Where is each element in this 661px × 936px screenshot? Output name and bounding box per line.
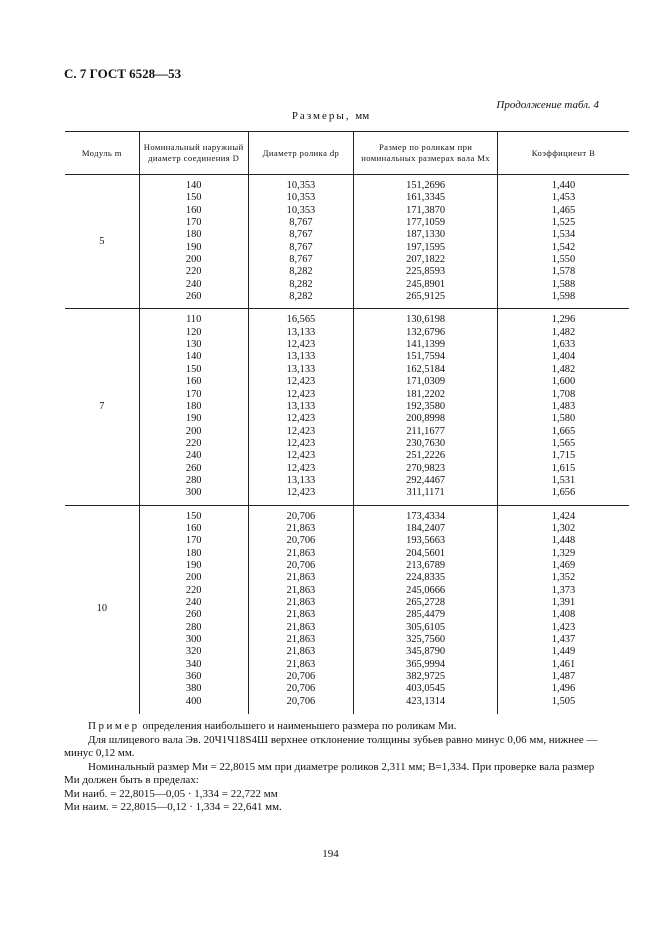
cell-roller-diameter: 13,133 bbox=[286, 326, 316, 338]
cell-coefficient: 1,656 bbox=[551, 487, 576, 499]
cell-diameter: 140 bbox=[185, 351, 202, 363]
cell-diameter: 280 bbox=[185, 621, 202, 633]
cell-size-over-rollers: 177,1059 bbox=[406, 217, 446, 229]
cell-roller-diameter: 12,423 bbox=[286, 462, 316, 474]
cell-size-over-rollers: 192,3580 bbox=[406, 400, 446, 412]
cell-diameter: 380 bbox=[185, 683, 202, 695]
cell-coefficient: 1,482 bbox=[551, 326, 576, 338]
cell-diameter-column bbox=[139, 175, 248, 309]
cell-coefficient: 1,487 bbox=[551, 671, 576, 683]
cell-roller-diameter: 13,133 bbox=[286, 400, 316, 412]
cell-roller-diameter: 13,133 bbox=[286, 363, 316, 375]
cell-size-over-rollers: 132,6796 bbox=[406, 326, 446, 338]
cell-diameter: 190 bbox=[185, 559, 202, 571]
cell-coefficient: 1,588 bbox=[551, 278, 576, 290]
cell-roller-diameter-column bbox=[248, 505, 354, 714]
cell-diameter: 200 bbox=[185, 572, 202, 584]
cell-coefficient: 1,302 bbox=[551, 522, 576, 534]
cell-size-over-rollers: 187,1330 bbox=[406, 229, 446, 241]
cell-diameter: 260 bbox=[185, 462, 202, 474]
cell-coefficient: 1,373 bbox=[551, 584, 576, 596]
cell-diameter: 400 bbox=[185, 695, 202, 707]
cell-diameter: 240 bbox=[185, 597, 202, 608]
table-row-group bbox=[65, 175, 629, 309]
cell-size-over-rollers-column bbox=[354, 175, 498, 309]
cell-diameter: 220 bbox=[185, 437, 202, 449]
cell-roller-diameter: 12,423 bbox=[286, 437, 316, 449]
cell-coefficient: 1,531 bbox=[551, 474, 576, 486]
cell-coefficient: 1,453 bbox=[551, 192, 576, 204]
cell-coefficient: 1,352 bbox=[551, 572, 576, 584]
cell-roller-diameter: 21,863 bbox=[286, 572, 316, 584]
cell-coefficient: 1,424 bbox=[551, 510, 576, 522]
cell-roller-diameter: 8,767 bbox=[289, 217, 313, 229]
cell-coefficient: 1,449 bbox=[551, 646, 576, 658]
cell-size-over-rollers: 207,1822 bbox=[406, 254, 446, 266]
header-size-over-rollers: Размер по роликам при номинальных размерах вала Mx bbox=[354, 132, 498, 175]
cell-coefficient: 1,391 bbox=[551, 597, 576, 608]
cell-size-over-rollers: 230,7630 bbox=[406, 437, 446, 449]
cell-diameter-column bbox=[139, 309, 248, 505]
cell-roller-diameter: 13,133 bbox=[286, 351, 316, 363]
cell-size-over-rollers: 197,1595 bbox=[406, 241, 446, 253]
cell-size-over-rollers: 184,2407 bbox=[406, 522, 446, 534]
cell-diameter: 150 bbox=[185, 510, 202, 522]
cell-size-over-rollers: 365,9994 bbox=[406, 658, 446, 670]
cell-diameter: 170 bbox=[185, 535, 202, 547]
cell-diameter-column bbox=[139, 505, 248, 714]
cell-diameter: 160 bbox=[185, 522, 202, 534]
cell-roller-diameter: 21,863 bbox=[286, 634, 316, 646]
cell-coefficient: 1,404 bbox=[551, 351, 576, 363]
cell-coefficient: 1,440 bbox=[551, 180, 576, 191]
cell-roller-diameter: 12,423 bbox=[286, 413, 316, 425]
cell-coefficient: 1,461 bbox=[551, 658, 576, 670]
example-paragraph bbox=[64, 720, 598, 734]
header-module: Модуль m bbox=[65, 132, 139, 175]
cell-coefficient: 1,715 bbox=[551, 450, 576, 462]
cell-size-over-rollers: 181,2202 bbox=[406, 388, 446, 400]
notes-section bbox=[64, 720, 598, 814]
example-text: определения наибольшего и наименьшего размера по роликам Mи. bbox=[142, 720, 457, 732]
cell-diameter: 280 bbox=[185, 474, 202, 486]
page-number: 194 bbox=[322, 848, 339, 860]
cell-roller-diameter: 10,353 bbox=[286, 192, 316, 204]
cell-coefficient: 1,600 bbox=[551, 376, 576, 388]
cell-diameter: 130 bbox=[185, 339, 202, 351]
cell-module: 7 bbox=[65, 309, 139, 505]
cell-diameter: 220 bbox=[185, 584, 202, 596]
cell-size-over-rollers: 224,8335 bbox=[406, 572, 446, 584]
cell-size-over-rollers: 265,9125 bbox=[406, 291, 446, 303]
cell-diameter: 180 bbox=[185, 547, 202, 559]
table-row-group bbox=[65, 505, 629, 714]
cell-diameter: 200 bbox=[185, 254, 202, 266]
cell-roller-diameter: 12,423 bbox=[286, 388, 316, 400]
cell-size-over-rollers: 245,8901 bbox=[406, 278, 446, 290]
cell-roller-diameter: 16,565 bbox=[286, 314, 316, 326]
cell-roller-diameter: 21,863 bbox=[286, 547, 316, 559]
cell-roller-diameter: 8,282 bbox=[289, 266, 313, 278]
formula-min: Mи наим. = 22,8015—0,12 · 1,334 = 22,641 мм. bbox=[64, 800, 282, 813]
cell-roller-diameter-column bbox=[248, 309, 354, 505]
cell-coefficient: 1,505 bbox=[551, 695, 576, 707]
cell-roller-diameter: 8,767 bbox=[289, 241, 313, 253]
cell-roller-diameter: 12,423 bbox=[286, 487, 316, 499]
cell-diameter: 200 bbox=[185, 425, 202, 437]
cell-coefficient: 1,329 bbox=[551, 547, 576, 559]
table-caption-main: Размеры, bbox=[291, 110, 351, 122]
cell-coefficient: 1,598 bbox=[551, 291, 576, 303]
cell-roller-diameter: 20,706 bbox=[286, 683, 316, 695]
cell-coefficient: 1,578 bbox=[551, 266, 576, 278]
cell-module: 10 bbox=[65, 505, 139, 714]
cell-coefficient: 1,483 bbox=[551, 400, 576, 412]
cell-coefficient: 1,465 bbox=[551, 204, 576, 216]
cell-diameter: 240 bbox=[185, 278, 202, 290]
cell-diameter: 220 bbox=[185, 266, 202, 278]
cell-diameter: 180 bbox=[185, 229, 202, 241]
cell-roller-diameter: 21,863 bbox=[286, 621, 316, 633]
cell-coefficient: 1,482 bbox=[551, 363, 576, 375]
cell-coefficient-column bbox=[497, 309, 629, 505]
cell-diameter: 160 bbox=[185, 376, 202, 388]
cell-diameter: 190 bbox=[185, 413, 202, 425]
cell-size-over-rollers: 161,3345 bbox=[406, 192, 446, 204]
cell-roller-diameter: 20,706 bbox=[286, 559, 316, 571]
cell-diameter: 170 bbox=[185, 217, 202, 229]
cell-size-over-rollers-column bbox=[354, 309, 498, 505]
cell-size-over-rollers-column bbox=[354, 505, 498, 714]
cell-diameter: 110 bbox=[186, 314, 202, 326]
cell-diameter: 240 bbox=[185, 450, 202, 462]
cell-roller-diameter-column bbox=[248, 175, 354, 309]
cell-size-over-rollers: 265,2728 bbox=[406, 597, 446, 608]
cell-diameter: 360 bbox=[185, 671, 202, 683]
cell-diameter: 150 bbox=[185, 363, 202, 375]
cell-coefficient: 1,534 bbox=[551, 229, 576, 241]
cell-diameter: 340 bbox=[185, 658, 202, 670]
cell-diameter: 160 bbox=[185, 204, 202, 216]
cell-roller-diameter: 21,863 bbox=[286, 609, 316, 621]
cell-coefficient: 1,437 bbox=[551, 634, 576, 646]
cell-size-over-rollers: 285,4479 bbox=[406, 609, 446, 621]
cell-size-over-rollers: 162,5184 bbox=[406, 363, 446, 375]
cell-diameter: 120 bbox=[185, 326, 202, 338]
example-word: Пример bbox=[88, 720, 140, 732]
cell-coefficient: 1,525 bbox=[551, 217, 576, 229]
cell-roller-diameter: 12,423 bbox=[286, 425, 316, 437]
cell-coefficient-column bbox=[497, 175, 629, 309]
cell-coefficient-column bbox=[497, 505, 629, 714]
cell-size-over-rollers: 173,4334 bbox=[406, 510, 446, 522]
cell-size-over-rollers: 325,7560 bbox=[406, 634, 446, 646]
table-caption bbox=[0, 110, 661, 122]
cell-size-over-rollers: 171,3870 bbox=[406, 204, 446, 216]
cell-coefficient: 1,565 bbox=[551, 437, 576, 449]
cell-roller-diameter: 10,353 bbox=[286, 180, 316, 191]
cell-roller-diameter: 21,863 bbox=[286, 522, 316, 534]
note-paragraph-2: Номинальный размер Mи = 22,8015 мм при диаметре роликов 2,311 мм; B=1,334. При проверке вала размер Mи должен быть в пределах: bbox=[64, 760, 595, 786]
cell-size-over-rollers: 200,8998 bbox=[406, 413, 446, 425]
cell-roller-diameter: 12,423 bbox=[286, 339, 316, 351]
cell-size-over-rollers: 211,1677 bbox=[406, 425, 445, 437]
cell-roller-diameter: 21,863 bbox=[286, 646, 316, 658]
cell-roller-diameter: 21,863 bbox=[286, 658, 316, 670]
cell-size-over-rollers: 305,6105 bbox=[406, 621, 446, 633]
cell-size-over-rollers: 225,8593 bbox=[406, 266, 446, 278]
cell-size-over-rollers: 204,5601 bbox=[406, 547, 446, 559]
header-diameter: Номинальный наружный диаметр соединения D bbox=[139, 132, 248, 175]
cell-diameter: 300 bbox=[185, 487, 202, 499]
table-caption-unit: мм bbox=[355, 110, 370, 122]
cell-coefficient: 1,708 bbox=[551, 388, 576, 400]
cell-roller-diameter: 20,706 bbox=[286, 510, 316, 522]
cell-roller-diameter: 20,706 bbox=[286, 671, 316, 683]
cell-roller-diameter: 10,353 bbox=[286, 204, 316, 216]
cell-coefficient: 1,633 bbox=[551, 339, 576, 351]
cell-diameter: 260 bbox=[185, 291, 202, 303]
cell-coefficient: 1,448 bbox=[551, 535, 576, 547]
cell-roller-diameter: 8,767 bbox=[289, 229, 313, 241]
cell-size-over-rollers: 130,6198 bbox=[406, 314, 446, 326]
cell-coefficient: 1,496 bbox=[551, 683, 576, 695]
table-row-group bbox=[65, 309, 629, 505]
dimensions-table bbox=[65, 131, 629, 714]
cell-roller-diameter: 8,282 bbox=[289, 291, 313, 303]
cell-roller-diameter: 12,423 bbox=[286, 376, 316, 388]
cell-size-over-rollers: 292,4467 bbox=[406, 474, 446, 486]
cell-coefficient: 1,665 bbox=[551, 425, 576, 437]
cell-roller-diameter: 20,706 bbox=[286, 695, 316, 707]
cell-coefficient: 1,296 bbox=[551, 314, 576, 326]
cell-diameter: 140 bbox=[185, 180, 202, 191]
cell-coefficient: 1,580 bbox=[551, 413, 576, 425]
header-roller-diameter: Диаметр ролика dp bbox=[248, 132, 354, 175]
cell-coefficient: 1,550 bbox=[551, 254, 576, 266]
page-header: С. 7 ГОСТ 6528—53 bbox=[64, 66, 182, 81]
cell-size-over-rollers: 151,7594 bbox=[406, 351, 446, 363]
cell-size-over-rollers: 141,1399 bbox=[406, 339, 446, 351]
table-header-row bbox=[65, 132, 629, 175]
cell-size-over-rollers: 171,0309 bbox=[406, 376, 446, 388]
cell-roller-diameter: 13,133 bbox=[286, 474, 316, 486]
cell-diameter: 300 bbox=[185, 634, 202, 646]
cell-roller-diameter: 8,282 bbox=[289, 278, 313, 290]
cell-size-over-rollers: 193,5663 bbox=[406, 535, 446, 547]
note-paragraph-1: Для шлицевого вала Эв. 20Ч1Ч18S4Ш верхнее отклонение толщины зубьев равно минус 0,06 мм, нижнее — минус 0,12 мм. bbox=[64, 733, 598, 759]
cell-roller-diameter: 21,863 bbox=[286, 597, 316, 608]
cell-size-over-rollers: 151,2696 bbox=[406, 180, 446, 191]
table-continuation-label: Продолжение табл. 4 bbox=[496, 99, 599, 111]
cell-module: 5 bbox=[99, 235, 105, 247]
cell-coefficient: 1,542 bbox=[551, 241, 576, 253]
cell-size-over-rollers: 403,0545 bbox=[406, 683, 446, 695]
cell-size-over-rollers: 345,8790 bbox=[406, 646, 446, 658]
cell-roller-diameter: 8,767 bbox=[289, 254, 313, 266]
cell-diameter: 260 bbox=[185, 609, 202, 621]
cell-diameter: 180 bbox=[185, 400, 202, 412]
cell-size-over-rollers: 245,0666 bbox=[406, 584, 446, 596]
cell-coefficient: 1,615 bbox=[551, 462, 576, 474]
cell-coefficient: 1,408 bbox=[551, 609, 576, 621]
cell-size-over-rollers: 251,2226 bbox=[406, 450, 446, 462]
cell-roller-diameter: 12,423 bbox=[286, 450, 316, 462]
header-coefficient: Коэффициент B bbox=[497, 132, 629, 175]
cell-diameter: 190 bbox=[185, 241, 202, 253]
cell-diameter: 320 bbox=[185, 646, 202, 658]
cell-diameter: 150 bbox=[185, 192, 202, 204]
formula-max: Mи наиб. = 22,8015—0,05 · 1,334 = 22,722 мм bbox=[64, 787, 278, 800]
cell-size-over-rollers: 382,9725 bbox=[406, 671, 446, 683]
cell-coefficient: 1,469 bbox=[551, 559, 576, 571]
cell-size-over-rollers: 213,6789 bbox=[406, 559, 446, 571]
cell-roller-diameter: 20,706 bbox=[286, 535, 316, 547]
cell-size-over-rollers: 270,9823 bbox=[406, 462, 446, 474]
cell-size-over-rollers: 311,1171 bbox=[406, 487, 445, 499]
cell-size-over-rollers: 423,1314 bbox=[406, 695, 446, 707]
cell-diameter: 170 bbox=[185, 388, 202, 400]
cell-coefficient: 1,423 bbox=[551, 621, 576, 633]
cell-roller-diameter: 21,863 bbox=[286, 584, 316, 596]
